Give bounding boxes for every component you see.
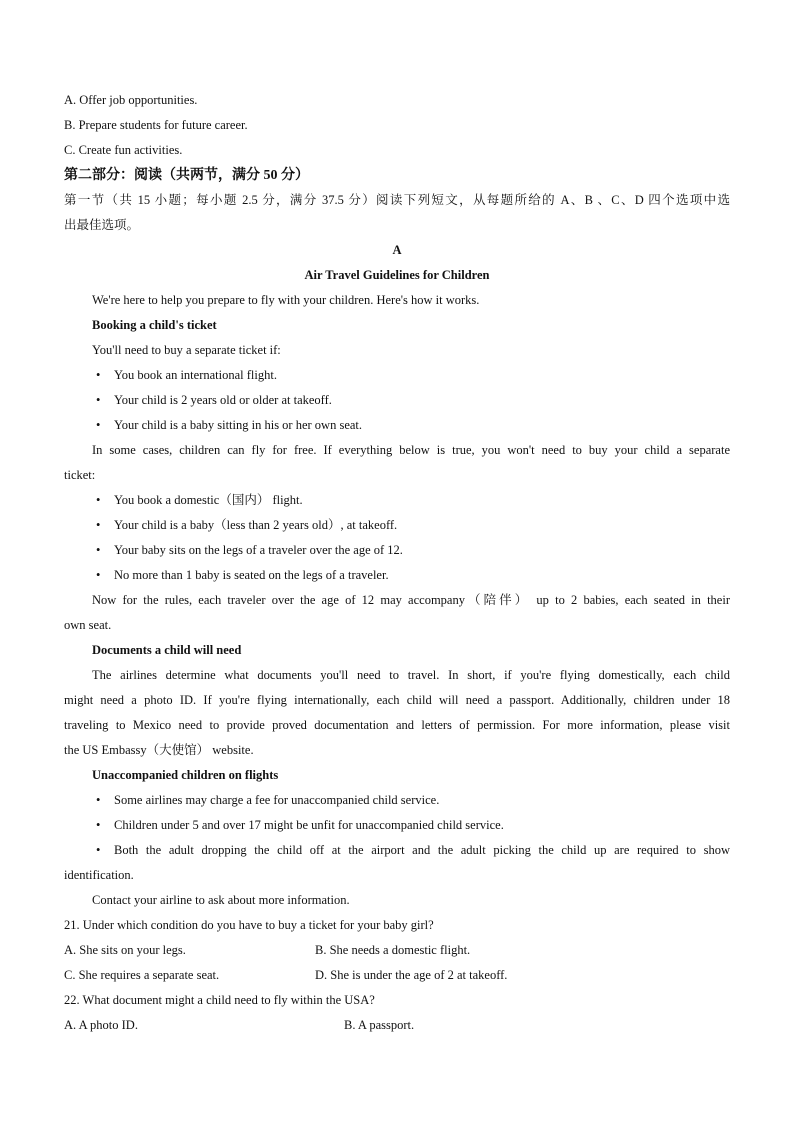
list-item — [64, 563, 730, 588]
list-item-text: Your baby sits on the legs of a traveler over the age of 12. — [114, 543, 403, 557]
list-item-text: Children under 5 and over 17 might be unfit for unaccompanied child service. — [114, 818, 504, 832]
rules-paragraph-line1: Now for the rules, each traveler over the age of 12 may accompany（陪伴） up to 2 babies, each seated in their — [92, 593, 730, 607]
q21-option-c: C. She requires a separate seat. — [64, 968, 220, 982]
list-item-text: You book an international flight. — [114, 368, 277, 382]
booking-lead: You'll need to buy a separate ticket if: — [92, 343, 281, 357]
passage-letter: A — [392, 243, 402, 257]
q22-option-a: A. A photo ID. — [64, 1018, 138, 1032]
prev-option-c: C. Create fun activities. — [64, 143, 183, 157]
q22-option-b: B. A passport. — [344, 1018, 415, 1032]
question-21-options-row2 — [64, 963, 730, 988]
question-21-options-row1 — [64, 938, 730, 963]
question-22-stem: 22. What document might a child need to fly within the USA? — [64, 993, 375, 1007]
list-item-text: Both the adult dropping the child off at the airport and the adult picking the child up are required to show — [114, 843, 730, 857]
list-item — [64, 513, 730, 538]
list-item-text: Your child is a baby（less than 2 years old）, at takeoff. — [114, 518, 398, 532]
bullet-icon: • — [96, 568, 101, 582]
rules-paragraph-line2: own seat. — [64, 618, 112, 632]
q21-option-a: A. She sits on your legs. — [64, 943, 186, 957]
docs-paragraph-line3: traveling to Mexico need to provide proved documentation and letters of permission. For more information, please visit — [64, 718, 730, 732]
bullet-icon: • — [96, 393, 101, 407]
list-item — [64, 538, 730, 563]
passage-title: Air Travel Guidelines for Children — [304, 268, 490, 282]
list-item — [64, 488, 730, 513]
prev-option-b: B. Prepare students for future career. — [64, 118, 248, 132]
bullet-icon: • — [96, 518, 101, 532]
heading-unaccompanied: Unaccompanied children on flights — [92, 768, 279, 782]
docs-paragraph-line2: might need a photo ID. If you're flying internationally, each child will need a passport. Additionally, children under 18 — [64, 693, 730, 707]
list-item — [64, 813, 730, 838]
docs-paragraph-line4: the US Embassy（大使馆） website. — [64, 743, 254, 757]
list-item-text: You book a domestic（国内） flight. — [114, 493, 303, 507]
docs-paragraph-line1: The airlines determine what documents you'll need to travel. In short, if you're flying domestically, each child — [92, 668, 730, 682]
question-21-stem: 21. Under which condition do you have to buy a ticket for your baby girl? — [64, 918, 434, 932]
list-item-text: No more than 1 baby is seated on the legs of a traveler. — [114, 568, 389, 582]
free-paragraph-line2: ticket: — [64, 468, 96, 482]
question-22-options-row1 — [64, 1013, 730, 1038]
q21-option-d: D. She is under the age of 2 at takeoff. — [315, 968, 508, 982]
bullet-icon: • — [96, 418, 101, 432]
bullet-icon: • — [96, 368, 101, 382]
prev-option-a: A. Offer job opportunities. — [64, 93, 198, 107]
heading-booking: Booking a child's ticket — [92, 318, 217, 332]
q21-option-b: B. She needs a domestic flight. — [315, 943, 471, 957]
bullet-icon: • — [96, 493, 101, 507]
bullet-icon: • — [96, 818, 101, 832]
list-item — [64, 788, 730, 813]
unacc-item3-continued: identification. — [64, 868, 134, 882]
list-item-text: Your child is 2 years old or older at takeoff. — [114, 393, 332, 407]
passage-intro: We're here to help you prepare to fly with your children. Here's how it works. — [92, 293, 480, 307]
section-title: 第二部分：阅读（共两节，满分 50 分） — [64, 168, 309, 183]
document-page — [64, 88, 730, 1038]
contact-line: Contact your airline to ask about more information. — [92, 893, 350, 907]
free-paragraph-line1: In some cases, children can fly for free. If everything below is true, you won't need to buy your child a separate — [92, 443, 730, 457]
list-item-text: Your child is a baby sitting in his or her own seat. — [114, 418, 363, 432]
list-item — [64, 838, 730, 863]
list-item-text: Some airlines may charge a fee for unaccompanied child service. — [114, 793, 440, 807]
bullet-icon: • — [96, 543, 101, 557]
section-instructions-line1: 第一节（共 15 小题；每小题 2.5 分，满分 37.5 分）阅读下列短文，从每题所给的 A、B 、C、D 四个选项中选 — [64, 193, 730, 207]
bullet-icon: • — [96, 793, 101, 807]
bullet-icon: • — [96, 843, 101, 857]
heading-documents: Documents a child will need — [92, 643, 242, 657]
list-item — [64, 413, 730, 438]
list-item — [64, 388, 730, 413]
section-instructions-line2: 出最佳选项。 — [64, 218, 140, 232]
list-item — [64, 363, 730, 388]
